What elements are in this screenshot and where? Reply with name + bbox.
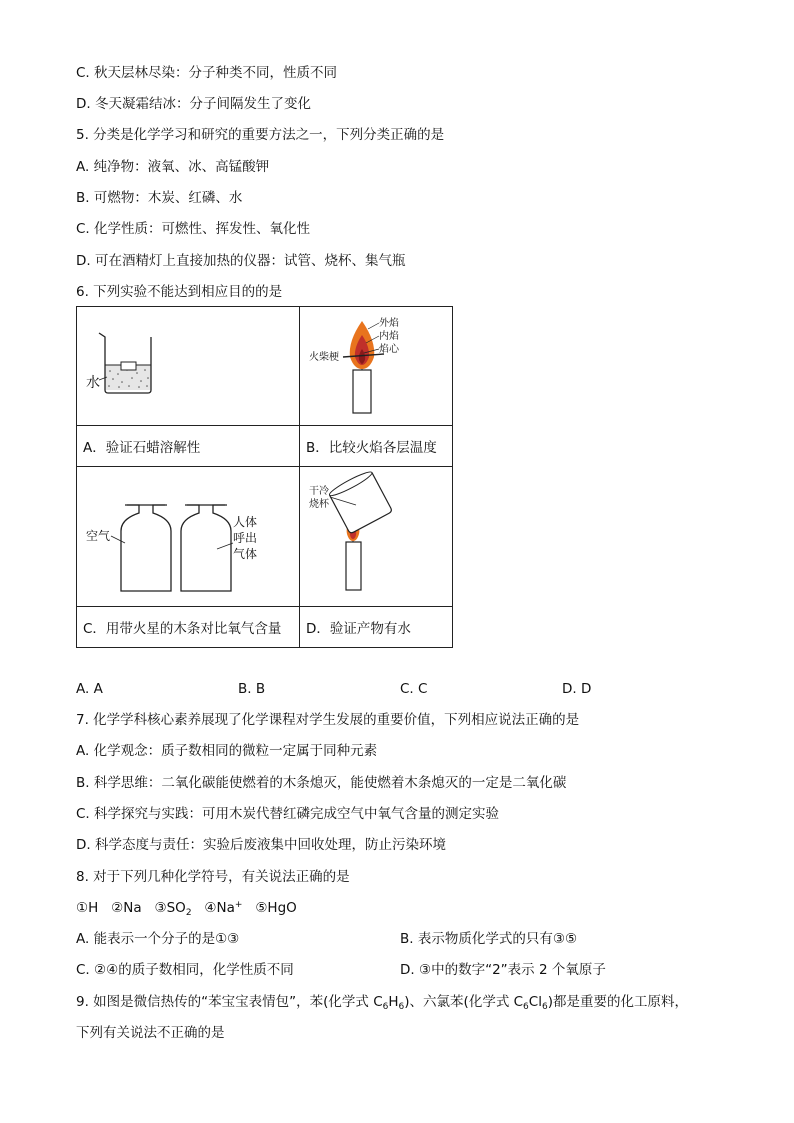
symbol-5: ⑤HgO xyxy=(255,900,297,916)
q5-stem: 5. 分类是化学学习和研究的重要方法之一，下列分类正确的是 xyxy=(76,127,445,143)
q7-option-c: C. 科学探究与实践：可用木炭代替红磷完成空气中氧气含量的测定实验 xyxy=(76,806,500,822)
q4-option-c: C. 秋天层林尽染：分子种类不同，性质不同 xyxy=(76,65,338,81)
q8-option-c: C. ②④的质子数相同，化学性质不同 xyxy=(76,962,294,978)
q6-experiment-table xyxy=(76,306,453,648)
q5-option-a: A. 纯净物：液氧、冰、高锰酸钾 xyxy=(76,159,270,175)
q7-option-d: D. 科学态度与责任：实验后废液集中回收处理，防止污染环境 xyxy=(76,837,446,853)
q6-stem: 6. 下列实验不能达到相应目的的是 xyxy=(76,284,283,300)
q9-stem: 9. 如图是微信热传的“苯宝宝表情包”，苯(化学式 $C_6H_6$)、六氯苯(化学式 $C_6Cl_6$)都是重要的化工原料， xyxy=(76,994,688,1012)
q6-answer-c: C. C xyxy=(400,681,428,697)
symbol-4: ④Na+ xyxy=(204,900,243,916)
q6-caption-d: D．验证产物有水 xyxy=(300,607,453,648)
q7-option-a: A. 化学观念：质子数相同的微粒一定属于同种元素 xyxy=(76,743,378,759)
exhaled-label-1: 人体 xyxy=(233,515,258,529)
q6-figure-d-cell xyxy=(300,467,453,607)
q6-caption-a: A．验证石蜡溶解性 xyxy=(77,426,300,467)
symbol-3: $③SO_2$ xyxy=(154,900,192,918)
q9-stem-line2: 下列有关说法不正确的是 xyxy=(76,1025,225,1041)
dry-cold-label-1: 干冷 xyxy=(309,486,329,497)
q6-figure-b-cell xyxy=(300,307,453,426)
q6-figure-a-cell xyxy=(77,307,300,426)
q5-option-c: C. 化学性质：可燃性、挥发性、氧化性 xyxy=(76,221,311,237)
match-stick-label: 火柴梗 xyxy=(309,352,339,363)
outer-flame-label: 外焰 xyxy=(379,318,399,329)
gas-bottles-figure xyxy=(77,467,299,602)
q7-stem: 7. 化学学科核心素养展现了化学课程对学生发展的重要价值，下列相应说法正确的是 xyxy=(76,712,580,728)
inner-flame-label: 内焰 xyxy=(379,331,399,342)
symbol-2: ②Na xyxy=(111,900,142,916)
q4-option-d: D. 冬天凝霜结冰：分子间隔发生了变化 xyxy=(76,96,311,112)
air-label: 空气 xyxy=(86,529,111,543)
q8-option-b: B. 表示物质化学式的只有③⑤ xyxy=(400,931,578,947)
q5-option-b: B. 可燃物：木炭、红磷、水 xyxy=(76,190,243,206)
cold-beaker-figure xyxy=(300,467,452,602)
q5-option-d: D. 可在酒精灯上直接加热的仪器：试管、烧杯、集气瓶 xyxy=(76,253,406,269)
q8-option-a: A. 能表示一个分子的是①③ xyxy=(76,931,240,947)
q6-answer-b: B. B xyxy=(238,681,266,697)
symbol-1: ①H xyxy=(76,900,99,916)
q6-figure-c-cell xyxy=(77,467,300,607)
exhaled-label-2: 呼出 xyxy=(233,531,258,545)
q6-caption-b: B．比较火焰各层温度 xyxy=(300,426,453,467)
flame-core-label: 焰心 xyxy=(379,344,399,355)
candle-flame-figure xyxy=(300,307,452,421)
q6-answer-d: D. D xyxy=(562,681,592,697)
q7-option-b: B. 科学思维：二氧化碳能使燃着的木条熄灭，能使燃着木条熄灭的一定是二氧化碳 xyxy=(76,775,567,791)
q6-answer-a: A. A xyxy=(76,681,103,697)
beaker-with-wax-figure xyxy=(77,307,299,421)
q8-symbols xyxy=(76,899,297,917)
water-label: 水 xyxy=(86,375,100,391)
q8-option-d: D. ③中的数字“2”表示 2 个氧原子 xyxy=(400,962,606,978)
dry-cold-label-2: 烧杯 xyxy=(309,499,329,510)
q8-stem: 8. 对于下列几种化学符号，有关说法正确的是 xyxy=(76,869,350,885)
exhaled-label-3: 气体 xyxy=(233,547,258,561)
q6-caption-c: C．用带火星的木条对比氧气含量 xyxy=(77,607,300,648)
